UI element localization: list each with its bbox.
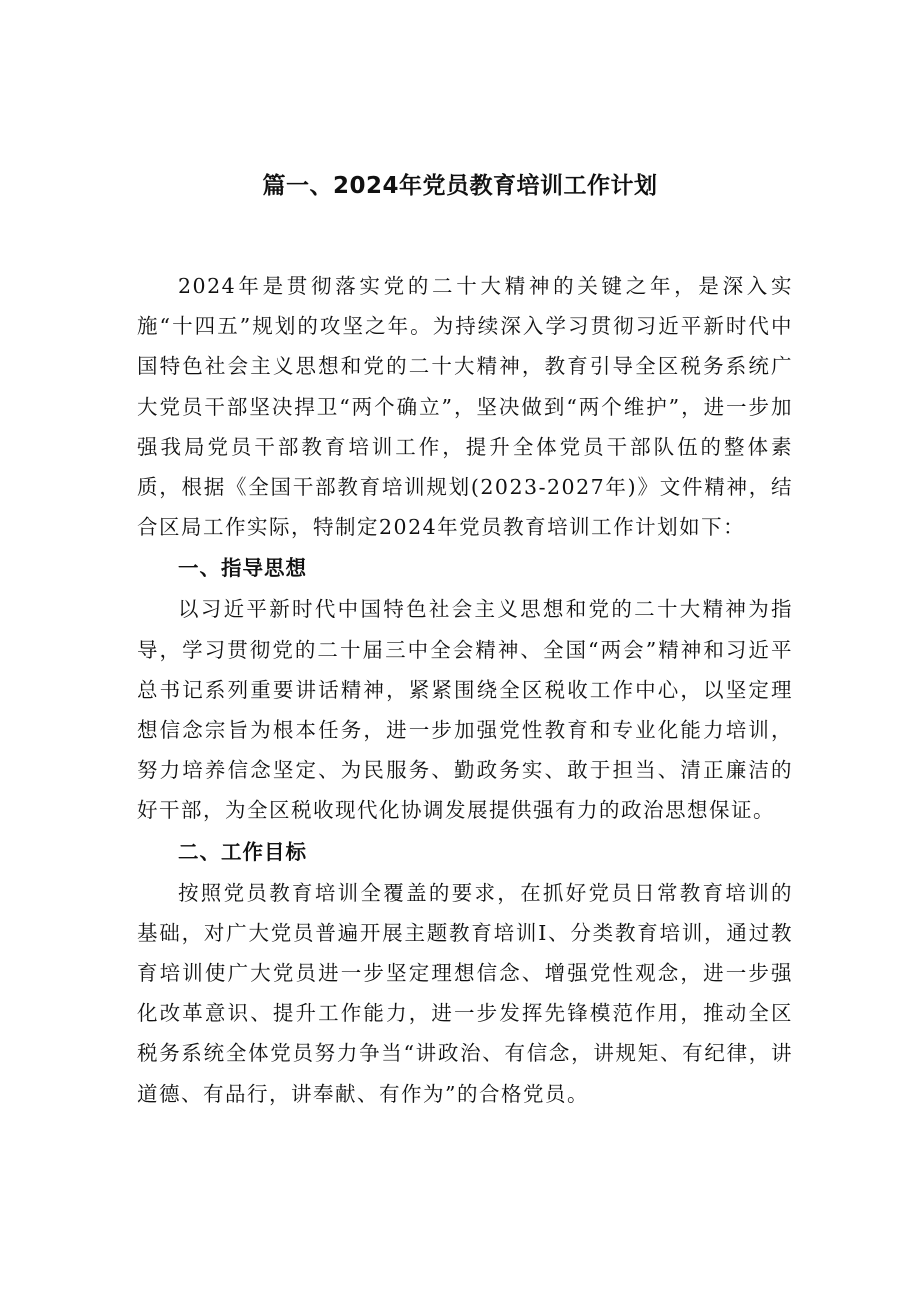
- section-heading-work-goals: 二、工作目标: [178, 839, 307, 864]
- document-body: [137, 266, 793, 1114]
- section-paragraph-guiding-ideology: 以习近平新时代中国特色社会主义思想和党的二十大精神为指导，学习贯彻党的二十届三中全会精神、全国“两会”精神和习近平总书记系列重要讲话精神，紧紧围绕全区税收工作中心，以坚定理想信念宗旨为根本任务，进一步加强党性教育和专业化能力培训，努力培养信念坚定、为民服务、勤政务实、敢于担当、清正廉洁的好干部，为全区税收现代化协调发展提供强有力的政治思想保证。: [137, 597, 793, 823]
- document-title: 篇一、2024年党员教育培训工作计划: [262, 173, 658, 199]
- intro-paragraph: 2024年是贯彻落实党的二十大精神的关键之年，是深入实施“十四五”规划的攻坚之年。为持续深入学习贯彻习近平新时代中国特色社会主义思想和党的二十大精神，教育引导全区税务系统广大党员干部坚决捍卫“两个确立”，坚决做到“两个维护”，进一步加强我局党员干部教育培训工作，提升全体党员干部队伍的整体素质，根据《全国干部教育培训规划(2023-2027年)》文件精神，结合区局工作实际，特制定2024年党员教育培训工作计划如下：: [137, 274, 793, 540]
- section-paragraph-work-goals: 按照党员教育培训全覆盖的要求，在抓好党员日常教育培训的基础，对广大党员普遍开展主题教育培训I、分类教育培训，通过教育培训使广大党员进一步坚定理想信念、增强党性观念，进一步强化改革意识、提升工作能力，进一步发挥先锋模范作用，推动全区税务系统全体党员努力争当“讲政治、有信念，讲规矩、有纪律，讲道德、有品行，讲奉献、有作为”的合格党员。: [137, 880, 793, 1106]
- section-heading-guiding-ideology: 一、指导思想: [178, 556, 307, 581]
